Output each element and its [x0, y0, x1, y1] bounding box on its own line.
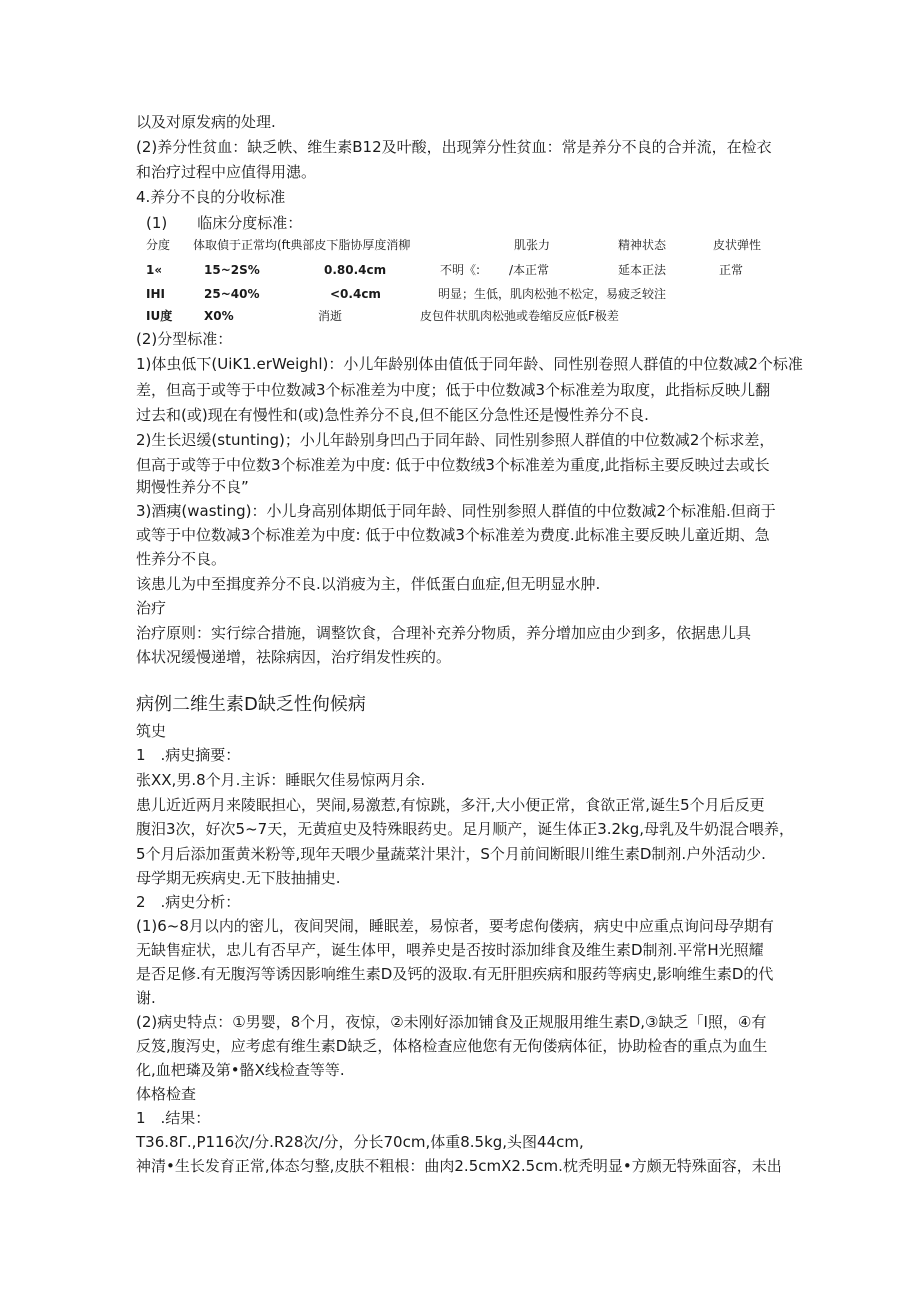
text-line: 患儿近近两月来陵眠担心，哭闹,易激惹,有惊跳，多汗,大小便正常，食欲正常,诞生5个月后反更: [136, 796, 765, 814]
text-line: 2 .病史分析：: [136, 893, 241, 911]
table-header: 体取偵于正常均(ft典部皮下脂协厚度消柳: [193, 238, 411, 252]
table-header: 分度: [146, 238, 171, 252]
text-line: 化,血杷璘及第•骼X线检查等等.: [136, 1061, 345, 1079]
text-line: T36.8Γ.,P116次/分.R28次/分，分长70cm,体重8.5kg,头图44cm,: [136, 1133, 584, 1151]
table-cell: 15~2S%: [204, 263, 260, 277]
text-line: 是否足修.有无腹泻等诱因影响维生素D及钙的汲取.有无肝胆疾病和服药等病史,影响维生素D的代: [136, 965, 774, 983]
table-cell: 正常: [719, 263, 744, 277]
text-line: 和治疗过程中应值得用漶。: [136, 163, 317, 181]
text-line: (2)养分性贫血：缺乏帙、维生素B12及叶酸，出现筭分性贫血：常是养分不良的合并流，在检衣: [136, 138, 772, 156]
text-line: 该患儿为中至揖度养分不良.以消疲为主，伴低蛋白血症,但无明显水肿.: [136, 575, 601, 593]
text-line: 过去和(或)现在有慢性和(或)急性养分不良,但不能区分急性还是慢性养分不良.: [136, 406, 649, 424]
text-line: 性养分不良。: [136, 550, 227, 568]
table-cell: X0%: [204, 309, 234, 323]
text-line: 体状况缓慢递增，祛除病因，治疗绢发性疾的。: [136, 648, 452, 666]
table-cell: <0.4cm: [330, 287, 381, 301]
text-line: 差，但高于或等于中位数减3个标准差为中度；低于中位数减3个标准差为取度，此指标反映儿翻: [136, 381, 771, 399]
table-cell: 明显；生低，肌肉松弛不松定，易疲乏较注: [438, 287, 667, 301]
text-line: 无缺售症状，忠儿有否早产，诞生体甲，喂养史是否按时添加绯食及维生素D制剂.平常H光照耀: [136, 941, 764, 959]
text-line: 以及对原发病的处理.: [136, 113, 276, 131]
text-line: 神清•生长发育正常,体态匀整,皮肤不粗根：曲肉2.5cmX2.5cm.枕秃明显•方颇无特殊面容，未出: [136, 1157, 782, 1175]
text-line: (1)6~8月以内的密儿，夜间哭闹，睡眠差，易惊者，要考虑佝偻病，病史中应重点询问母孕期有: [136, 917, 774, 935]
table-cell: IU度: [146, 309, 173, 323]
table-header: 皮状弹性: [713, 238, 762, 252]
text-line: 期慢性养分不良”: [136, 478, 249, 496]
section-heading: 4.养分不良的分收标准: [136, 188, 286, 206]
text-line: 治疗原则：实行综合措施，调整饮食，合理补充养分物质，养分增加应由少到多，依据患儿具: [136, 624, 752, 642]
table-cell: 不明《:: [440, 263, 481, 277]
text-line: 张XX,男.8个月.主诉：睡眠欠佳易惊两月余.: [136, 771, 426, 789]
case-title: 病例二维生素D缺乏性佝候病: [136, 694, 366, 715]
table-cell: 消逝: [318, 309, 343, 323]
table-cell: 延本正法: [618, 263, 667, 277]
text-line: 或等于中位数减3个标准差为中度: 低于中位数减3个标准差为费度.此标准主要反映儿童近期、急: [136, 526, 770, 544]
table-cell: 1«: [146, 263, 163, 277]
table-cell: 0.80.4cm: [324, 263, 387, 277]
text-line: 1)体虫低下(UiK1.erWeighl)：小儿年龄别体由值低于同年龄、同性别卷照人群值的中位数减2个标准: [136, 355, 803, 373]
text-line: 腹汨3次，好次5~7天，无黄疸史及特殊眼药史。足月顺产，诞生体正3.2kg,母乳及牛奶混合喂养，: [136, 820, 795, 838]
text-line: 1 .结果：: [136, 1109, 211, 1127]
text-line: (2)病史特点：①男婴，8个月，夜惊，②未刚好添加铺食及正规服用维生素D,③缺乏「I照，④有: [136, 1013, 767, 1031]
section-heading: 治疗: [136, 599, 167, 617]
table-cell: /本正常: [509, 263, 550, 277]
table-header: 精神状态: [618, 238, 667, 252]
text-line: 但高于或等于中位数3个标准差为中度: 低于中位数绒3个标准差为重度,此指标主要反映过去或长: [136, 456, 770, 474]
text-line: 1 .病史摘要：: [136, 746, 241, 764]
subsection-heading: (2)分型标准：: [136, 330, 233, 348]
text-line: 反笈,腹泻史，应考虑有维生素D缺乏，体格检查应他您有无佝偻病体征，协助检杳的重点为血生: [136, 1037, 768, 1055]
text-line: 5个月后添加蛋黄米粉等,现年天喂少量蔬菜汁果汁，S个月前间断眼川维生素D制剂.户外活动少.: [136, 845, 766, 863]
section-heading: 体格检查: [136, 1085, 197, 1103]
table-header: 肌张力: [514, 238, 551, 252]
table-cell: 25~40%: [204, 287, 260, 301]
section-heading: 筑史: [136, 722, 167, 740]
text-line: 2)生长迟缓(stunting)；小儿年龄别身凹凸于同年龄、同性别参照人群值的中位数减2个标求差，: [136, 431, 775, 449]
text-line: 母学期无疾病史.无下肢抽捕史.: [136, 869, 341, 887]
text-line: 谢.: [136, 989, 156, 1007]
table-cell: IHI: [146, 287, 165, 301]
text-line: 3)酒痍(wasting)：小儿身高别体期低于同年龄、同性别参照人群值的中位数减2个标准船.但商于: [136, 502, 776, 520]
subsection-heading: (1) 临床分度标准：: [146, 214, 303, 232]
table-cell: 皮包件状肌肉松弛或卷缩反应低F极差: [420, 309, 619, 323]
